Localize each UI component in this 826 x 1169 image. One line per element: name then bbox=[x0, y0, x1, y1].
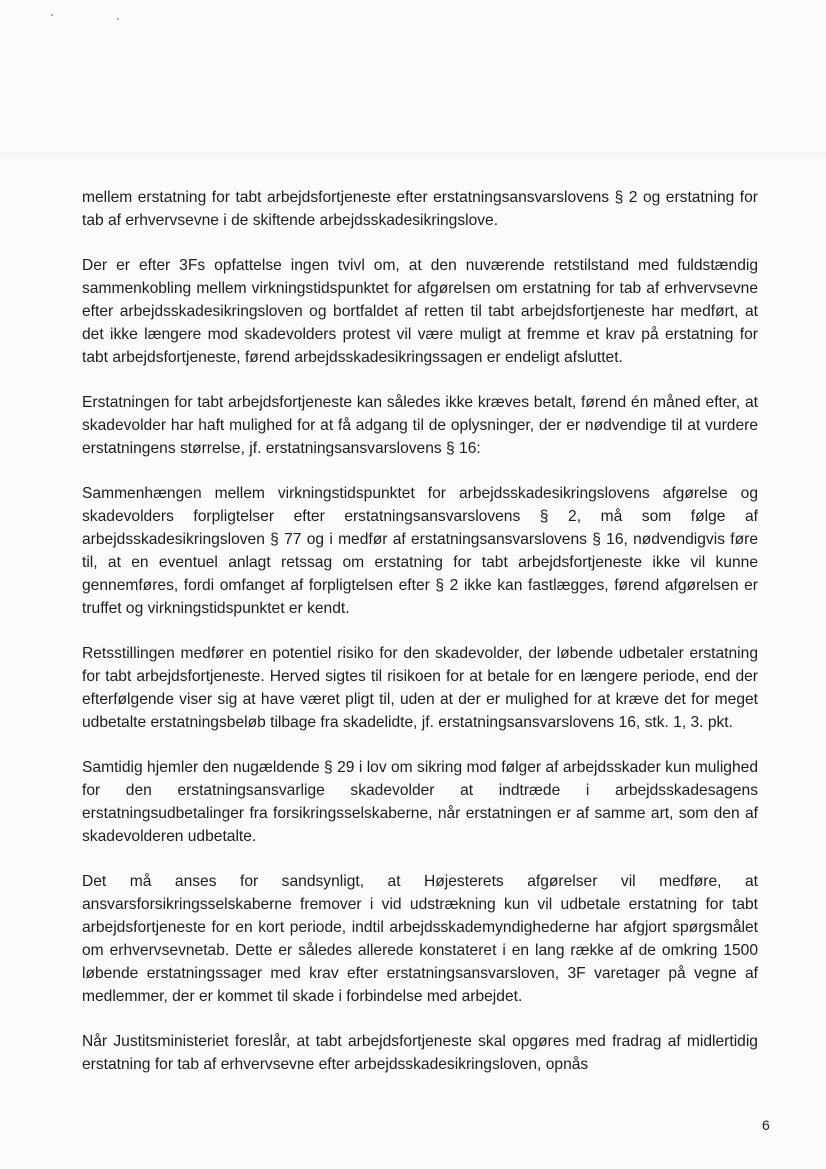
body-text bbox=[82, 186, 758, 1098]
paragraph: Samtidig hjemler den nugældende § 29 i lov om sikring mod følger af arbejdsskader kun mulighed for den erstatningsansvarlige skadevolder at indtræde i arbejdsskadesagens erstatningsudbetalinger fra forsikringsselskaberne, når erstatningen er af samme art, som den af skadevolderen udbetalte. bbox=[82, 759, 758, 845]
paragraph: Sammenhængen mellem virkningstidspunktet for arbejdsskadesikringslovens afgørelse og skadevolders forpligtelser efter erstatningsansvarslovens § 2, må som følge af arbejdsskadesikringsloven § 77 og i medfør af erstatningsansvarslovens § 16, nødvendigvis føre til, at en eventuel anlagt retssag om erstatning for tabt arbejdsfortjeneste ikke vil kunne gennemføres, fordi omfanget af forpligtelsen efter § 2 ikke kan fastlægges, førend afgørelsen er truffet og virkningstidspunktet er kendt. bbox=[82, 485, 758, 617]
paragraph: Det må anses for sandsynligt, at Højesterets afgørelser vil medføre, at ansvarsforsikringsselskaberne fremover i vid udstrækning kun vil udbetale erstatning for tabt arbejdsfortjeneste for en kort periode, indtil arbejdsskademyndighederne har afgjort spørgsmålet om erhvervsevnetab. Dette er således allerede konstateret i en lang række af de omkring 1500 løbende erstatningssager med krav efter erstatningsansvarsloven, 3F varetager på vegne af medlemmer, der er kommet til skade i forbindelse med arbejdet. bbox=[82, 873, 758, 1005]
scan-speck bbox=[117, 18, 119, 20]
paragraph: mellem erstatning for tabt arbejdsfortjeneste efter erstatningsansvarslovens § 2 og erstatning for tab af erhvervsevne i de skiftende arbejdsskadesikringslove. bbox=[82, 189, 758, 229]
paragraph: Retsstillingen medfører en potentiel risiko for den skadevolder, der løbende udbetaler erstatning for tabt arbejdsfortjeneste. Herved sigtes til risikoen for at betale for en længere periode, end der efterfølgende viser sig at have været pligt til, uden at der er mulighed for at kræve det for meget udbetalte erstatningsbeløb tilbage fra skadelidte, jf. erstatningsansvarslovens 16, stk. 1, 3. pkt. bbox=[82, 645, 758, 731]
paragraph: Når Justitsministeriet foreslår, at tabt arbejdsfortjeneste skal opgøres med fradrag af midlertidig erstatning for tab af erhvervsevne efter arbejdsskadesikringsloven, opnås bbox=[82, 1033, 758, 1073]
paragraph: Erstatningen for tabt arbejdsfortjeneste kan således ikke kræves betalt, førend én måned efter, at skadevolder har haft mulighed for at få adgang til de oplysninger, der er nødvendige til at vurdere erstatningens størrelse, jf. erstatningsansvarslovens § 16: bbox=[82, 394, 758, 457]
paragraph: Der er efter 3Fs opfattelse ingen tvivl om, at den nuværende retstilstand med fuldstændig sammenkobling mellem virkningstidspunktet for afgørelsen om erstatning for tab af erhvervsevne efter arbejdsskadesikringsloven og bortfaldet af retten til tabt arbejdsfortjeneste har medført, at det ikke længere mod skadevolders protest vil være muligt at fremme et krav på erstatning for tabt arbejdsfortjeneste, førend arbejdsskadesikringssagen er endeligt afsluttet. bbox=[82, 257, 758, 366]
page-number: 6 bbox=[762, 1117, 770, 1133]
scan-speck bbox=[51, 14, 53, 16]
scan-shadow-band bbox=[0, 150, 826, 158]
